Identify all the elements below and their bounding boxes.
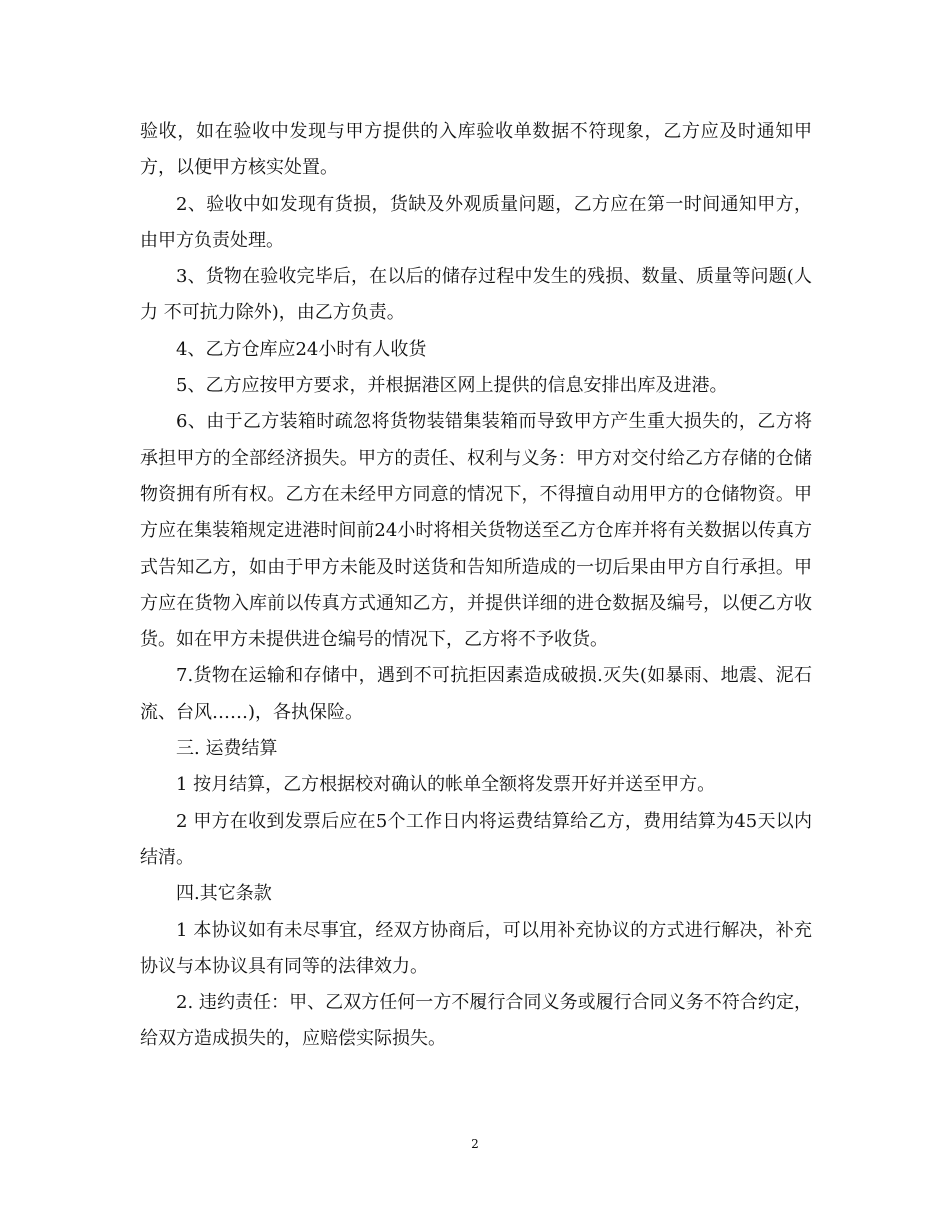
paragraph-1: 验收，如在验收中发现与甲方提供的入库验收单数据不符现象，乙方应及时通知甲方，以便甲方核实处置。 (140, 121, 812, 179)
paragraph-2: 2、验收中如发现有货损，货缺及外观质量问题，乙方应在第一时间通知甲方，由甲方负责处理。 (140, 193, 812, 251)
paragraph-12: 1 本协议如有未尽事宜，经双方协商后，可以用补充协议的方式进行解决，补充协议与本协议具有同等的法律效力。 (140, 919, 812, 977)
paragraph-13: 2. 违约责任：甲、乙双方任何一方不履行合同义务或履行合同义务不符合约定，给双方造成损失的，应赔偿实际损失。 (140, 992, 812, 1050)
paragraph-10: 2 甲方在收到发票后应在5个工作日内将运费结算给乙方，费用结算为45天以内结清。 (140, 810, 812, 868)
paragraph-4: 4、乙方仓库应24小时有人收货 (176, 338, 427, 360)
page-number: 2 (471, 1137, 479, 1151)
document-body (140, 114, 812, 1058)
paragraph-7: 7.货物在运输和存储中，遇到不可抗拒因素造成破损.灭失(如暴雨、地震、泥石流、台风……)，各执保险。 (140, 665, 812, 723)
section-heading-4: 四.其它条款 (176, 883, 272, 905)
paragraph-6: 6、由于乙方装箱时疏忽将货物装错集装箱而导致甲方产生重大损失的，乙方将承担甲方的全部经济损失。甲方的责任、权利与义务：甲方对交付给乙方存储的仓储物资拥有所有权。乙方在未经甲方同意的情况下，不得擅自动用甲方的仓储物资。甲方应在集装箱规定进港时间前24小时将相关货物送至乙方仓库并将有关数据以传真方式告知乙方，如由于甲方未能及时送货和告知所造成的一切后果由甲方自行承担。甲方应在货物入库前以传真方式通知乙方，并提供详细的进仓数据及编号，以便乙方收货。如在甲方未提供进仓编号的情况下，乙方将不予收货。 (140, 411, 812, 651)
paragraph-9: 1 按月结算，乙方根据校对确认的帐单全额将发票开好并送至甲方。 (176, 774, 716, 796)
paragraph-3: 3、货物在验收完毕后，在以后的储存过程中发生的残损、数量、质量等问题(人力 不可抗力除外)，由乙方负责。 (140, 266, 812, 324)
section-heading-3: 三. 运费结算 (176, 738, 278, 760)
paragraph-5: 5、乙方应按甲方要求，并根据港区网上提供的信息安排出库及进港。 (176, 375, 728, 397)
